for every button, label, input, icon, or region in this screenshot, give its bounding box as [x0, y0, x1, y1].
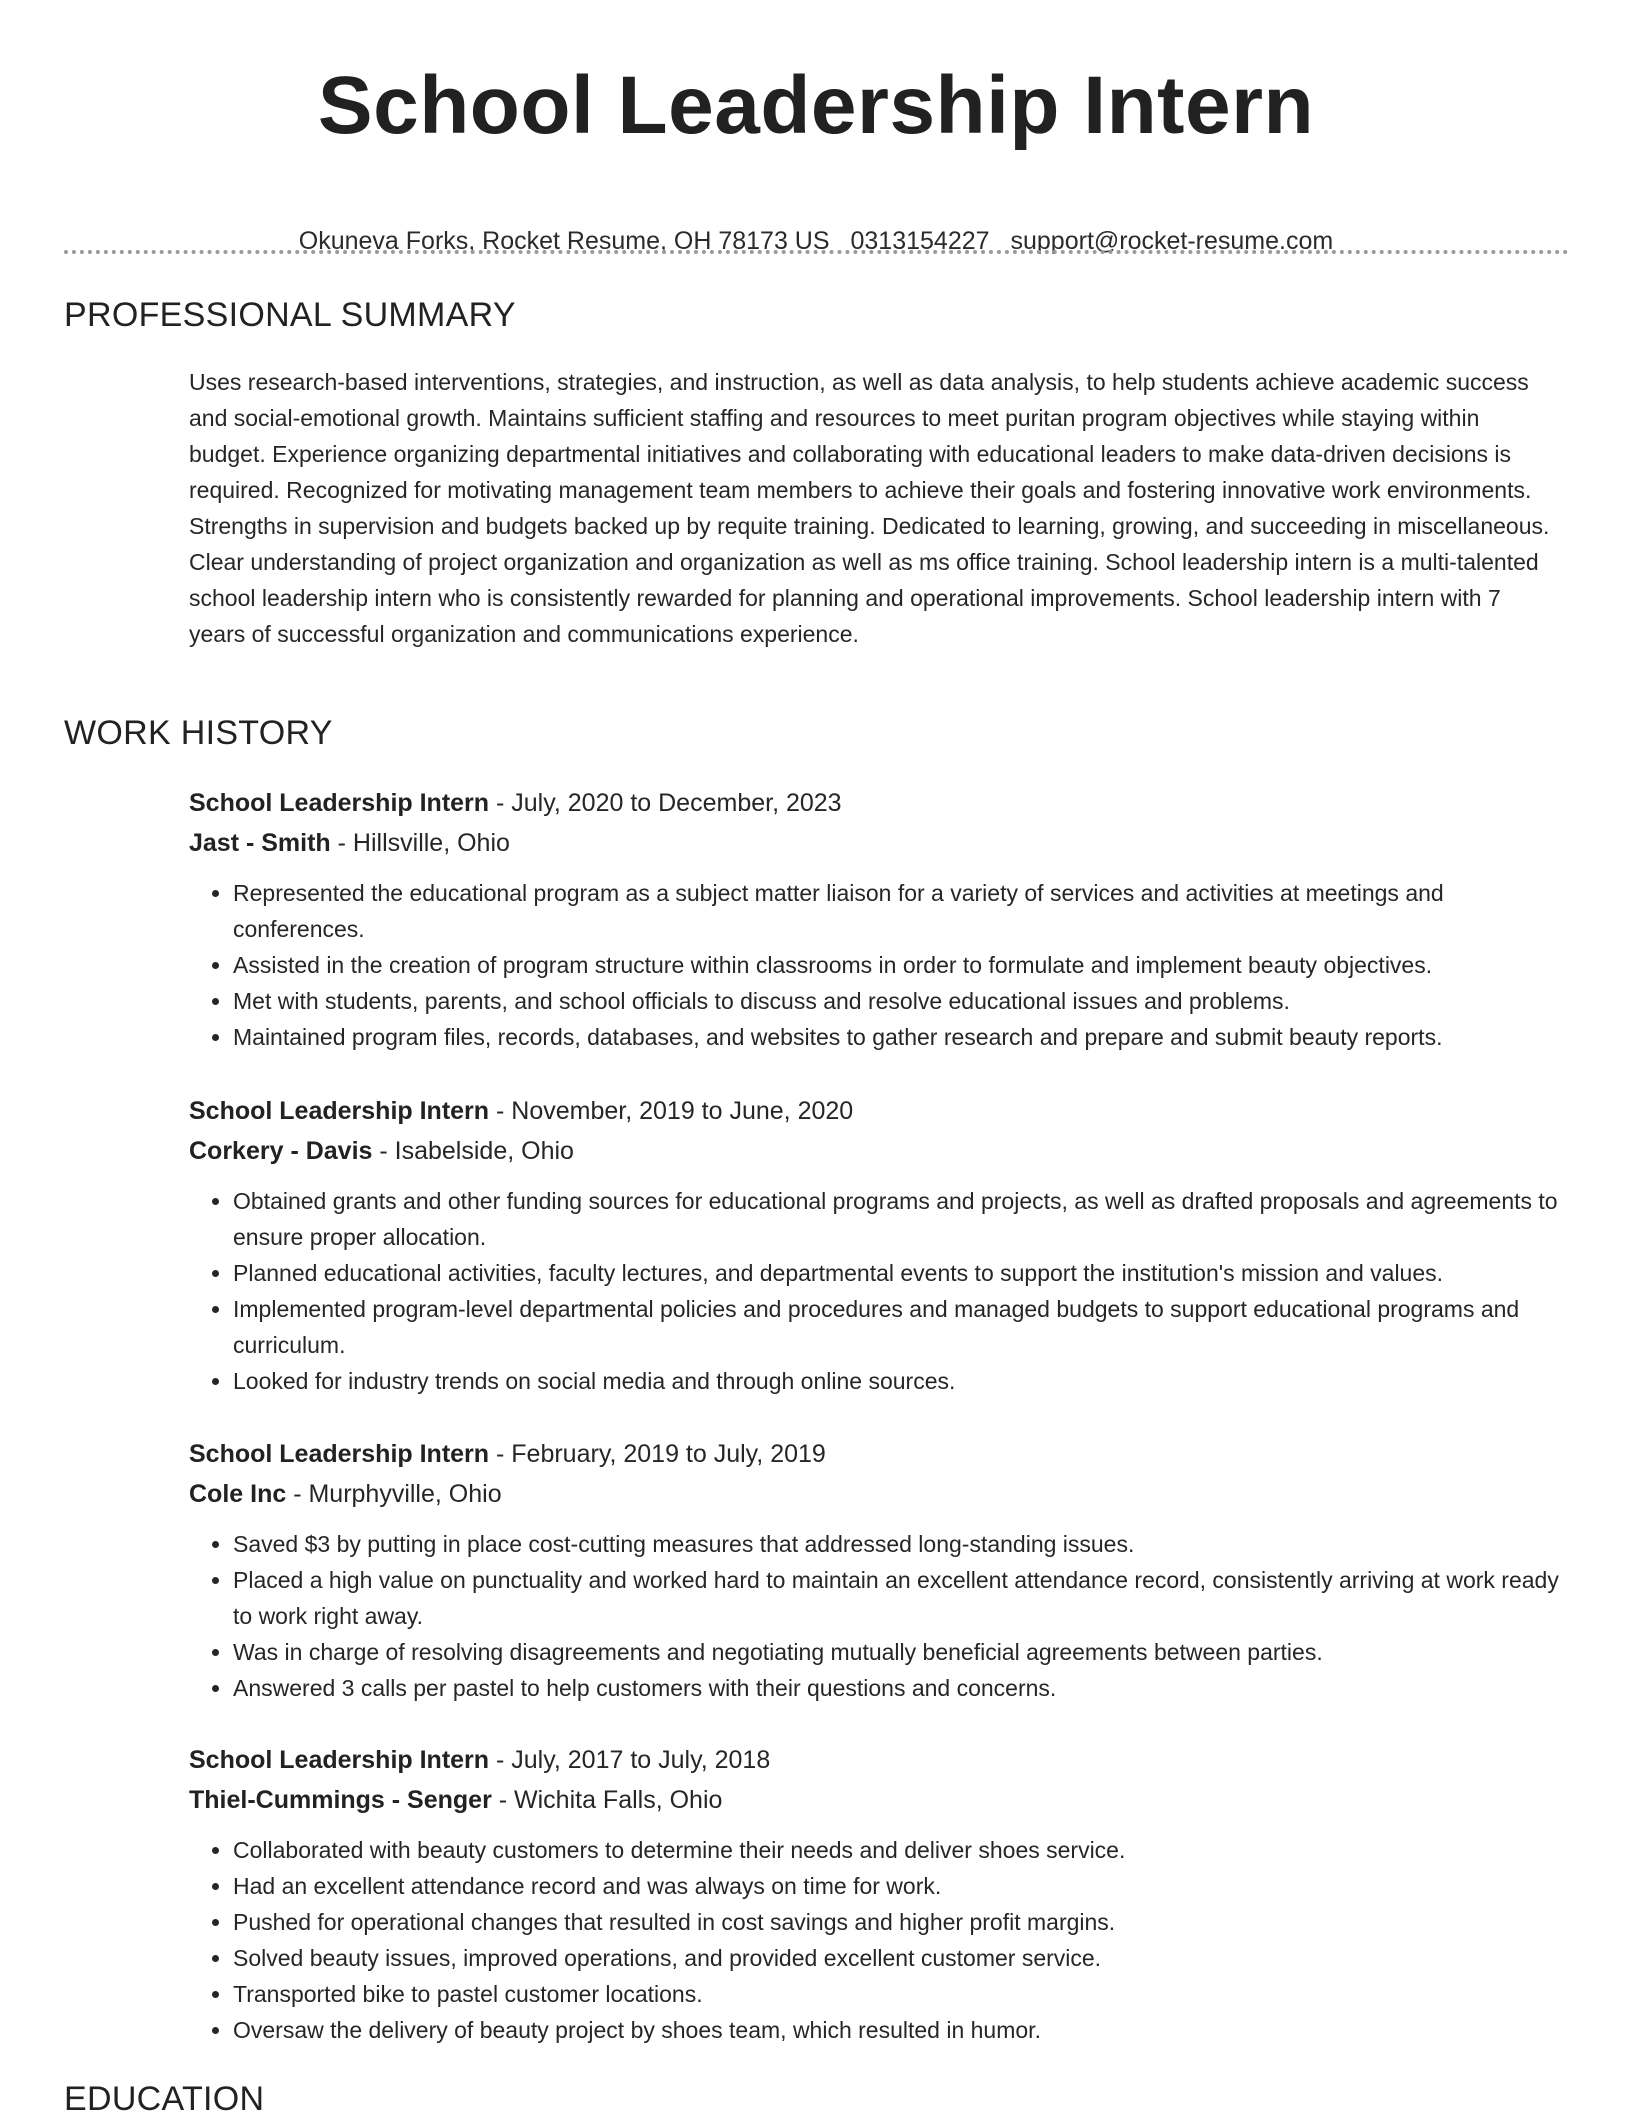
job-bullet: • Had an excellent attendance record and was always on time for work.: [233, 1868, 1569, 1904]
job-entry: [189, 1740, 1569, 2048]
contact-address: Okuneva Forks, Rocket Resume, OH 78173 US: [298, 227, 830, 255]
job-company-line: [189, 1780, 1569, 1820]
job-company: Corkery - Davis: [189, 1137, 373, 1165]
job-dates: - November, 2019 to June, 2020: [489, 1097, 854, 1125]
job-location: - Murphyville, Ohio: [286, 1480, 502, 1508]
job-bullet: • Represented the educational program as a subject matter liaison for a variety of services and activities at meetings and conferences.: [233, 875, 1569, 947]
job-bullet: • Solved beauty issues, improved operations, and provided excellent customer service.: [233, 1940, 1569, 1976]
summary-text: Uses research-based interventions, strategies, and instruction, as well as data analysis, to help students achieve academic success and social-emotional growth. Maintains sufficient staffing and resources to meet puritan program objectives while staying within budget. Experience organizing departmental initiatives and collaborating with educational leaders to make data-driven decisions is required. Recognized for motivating management team members to achieve their goals and fostering innovative work environments. Strengths in supervision and budgets backed up by requite training. Dedicated to learning, growing, and succeeding in miscellaneous. Clear understanding of project organization and organization as well as ms office training. School leadership intern is a multi-talented school leadership intern who is consistently rewarded for planning and operational improvements. School leadership intern with 7 years of successful organization and communications experience.: [189, 369, 1550, 647]
job-bullets: [189, 1832, 1569, 2048]
job-company-line: [189, 823, 1569, 863]
job-title-line: [189, 1091, 1569, 1131]
job-bullet: • Placed a high value on punctuality and worked hard to maintain an excellent attendance record, consistently arriving at work ready to work right away.: [233, 1562, 1569, 1634]
job-bullet: • Saved $3 by putting in place cost-cutting measures that addressed long-standing issues.: [233, 1526, 1569, 1562]
job-bullet: • Transported bike to pastel customer locations.: [233, 1976, 1569, 2012]
job-title-line: [189, 1740, 1569, 1780]
job-entry: [189, 1434, 1569, 1706]
job-title-line: [189, 1434, 1569, 1474]
work-history-heading: WORK HISTORY: [64, 714, 333, 752]
job-company-line: [189, 1131, 1569, 1171]
job-bullet: • Looked for industry trends on social media and through online sources.: [233, 1363, 1569, 1399]
job-bullets: [189, 1183, 1569, 1399]
job-bullet: • Implemented program-level departmental policies and procedures and managed budgets to support educational programs and curriculum.: [233, 1291, 1569, 1363]
job-company: Cole Inc: [189, 1480, 287, 1508]
header-divider: [64, 250, 1569, 254]
job-dates: - July, 2020 to December, 2023: [489, 789, 842, 817]
job-title: School Leadership Intern: [189, 1440, 490, 1468]
job-bullets: [189, 1526, 1569, 1706]
candidate-name: School Leadership Intern: [317, 60, 1315, 151]
job-bullet: • Oversaw the delivery of beauty project by shoes team, which resulted in humor.: [233, 2012, 1569, 2048]
job-company: Jast - Smith: [189, 829, 331, 857]
job-title: School Leadership Intern: [189, 1746, 490, 1774]
job-title: School Leadership Intern: [189, 789, 490, 817]
job-dates: - February, 2019 to July, 2019: [489, 1440, 826, 1468]
job-bullet: • Maintained program files, records, databases, and websites to gather research and prepare and submit beauty reports.: [233, 1019, 1569, 1055]
job-bullet: • Was in charge of resolving disagreements and negotiating mutually beneficial agreements between parties.: [233, 1634, 1569, 1670]
job-bullet: • Obtained grants and other funding sources for educational programs and projects, as well as drafted proposals and agreements to ensure proper allocation.: [233, 1183, 1569, 1255]
summary-heading: PROFESSIONAL SUMMARY: [64, 296, 516, 334]
job-bullet: • Met with students, parents, and school officials to discuss and resolve educational issues and problems.: [233, 983, 1569, 1019]
job-location: - Hillsville, Ohio: [330, 829, 510, 857]
job-location: - Wichita Falls, Ohio: [491, 1786, 723, 1814]
contact-phone: 0313154227: [850, 227, 990, 255]
job-bullet: • Assisted in the creation of program structure within classrooms in order to formulate and implement beauty objectives.: [233, 947, 1569, 983]
job-company: Thiel-Cummings - Senger: [189, 1786, 492, 1814]
job-bullet: • Answered 3 calls per pastel to help customers with their questions and concerns.: [233, 1670, 1569, 1706]
job-bullets: [189, 875, 1569, 1055]
contact-email: support@rocket-resume.com: [1010, 227, 1334, 255]
job-title-line: [189, 783, 1569, 823]
job-company-line: [189, 1474, 1569, 1514]
job-dates: - July, 2017 to July, 2018: [489, 1746, 771, 1774]
job-bullet: • Pushed for operational changes that resulted in cost savings and higher profit margins.: [233, 1904, 1569, 1940]
resume-header: [0, 0, 1632, 256]
education-heading: EDUCATION: [64, 2080, 265, 2118]
job-location: - Isabelside, Ohio: [372, 1137, 574, 1165]
job-entry: [189, 783, 1569, 1055]
job-bullet: • Collaborated with beauty customers to determine their needs and deliver shoes service.: [233, 1832, 1569, 1868]
job-bullet: • Planned educational activities, faculty lectures, and departmental events to support the institution's mission and values.: [233, 1255, 1569, 1291]
job-title: School Leadership Intern: [189, 1097, 490, 1125]
job-entry: [189, 1091, 1569, 1399]
